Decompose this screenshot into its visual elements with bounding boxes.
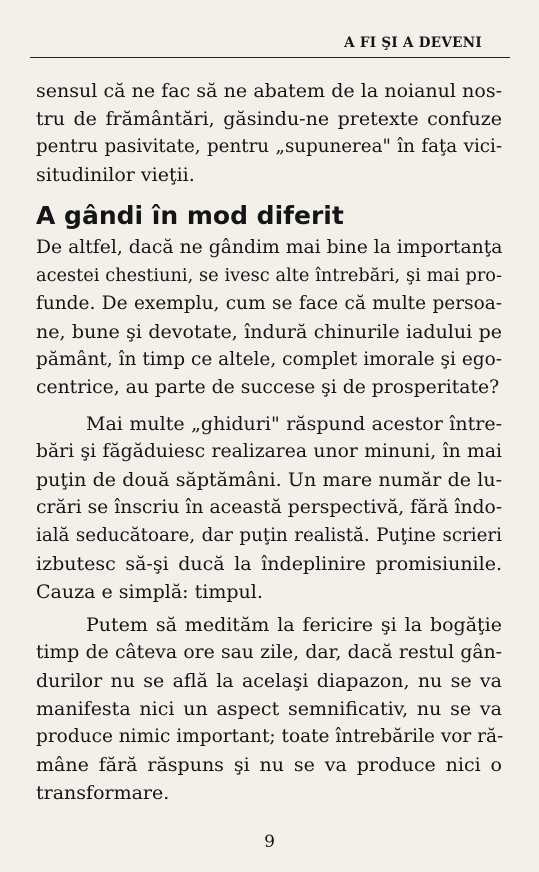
- text-line: acestei chestiuni, se ivesc alte întrebări, şi mai pro-: [36, 266, 502, 286]
- text-line: durilor nu se află la acelaşi diapazon, nu se va: [36, 670, 502, 692]
- text-line: puţin de două săptămâni. Un mare număr de lu-: [36, 469, 502, 491]
- text-line: ială seducătoare, dar puţin realistă. Puţine scrieri: [36, 525, 502, 546]
- text-line: produce nimic important; toate întrebările vor ră-: [36, 726, 504, 747]
- header-rule: [30, 57, 510, 58]
- text-line: manifesta nici un aspect semnificativ, nu se va: [36, 698, 502, 720]
- text-line: pentru pasivitate, pentru „supunerea" în faţa vici-: [36, 136, 502, 157]
- text-line: Putem să medităm la fericire şi la bogăţie: [86, 614, 502, 636]
- text-line: mâne fără răspuns şi nu se va produce nici o: [36, 754, 502, 776]
- page-number: 9: [264, 832, 275, 852]
- text-line: crări se înscriu în această perspectivă, fără îndo-: [36, 497, 503, 518]
- text-line: izbutesc să-şi ducă la îndeplinire promisiunile.: [36, 553, 502, 575]
- paragraph-1: [36, 77, 502, 189]
- text-line: Cauza e simplă: timpul.: [36, 581, 263, 603]
- running-head: A FI ŞI A DEVENI: [344, 35, 482, 51]
- text-line: bări şi făgăduiesc realizarea unor minuni, în mai: [36, 441, 502, 462]
- text-line: Mai multe „ghiduri" răspund acestor între-: [86, 413, 502, 435]
- text-line: pământ, în timp ce altele, complet imorale şi ego-: [36, 349, 502, 370]
- text-line: De altfel, dacă ne gândim mai bine la importanţa: [36, 237, 503, 258]
- text-line: sensul că ne fac să ne abatem de la noianul nos-: [36, 80, 502, 102]
- text-line: funde. De exemplu, cum se face că multe persoa-: [36, 293, 502, 314]
- section-heading: A gândi în mod diferit: [36, 201, 344, 230]
- text-line: tru de frământări, găsindu-ne pretexte confuze: [36, 108, 502, 130]
- text-line: ne, bune şi devotate, îndură chinurile iadului pe: [36, 321, 502, 343]
- text-line: centrice, au parte de succese şi de prosperitate?: [36, 377, 500, 398]
- paragraph-3: [36, 410, 502, 606]
- text-line: situdinilor vieţii.: [36, 164, 195, 186]
- text-line: timp de câteva ore sau zile, dar, dacă restul gân-: [36, 642, 502, 663]
- text-line: transformare.: [36, 782, 170, 804]
- paragraph-4: [36, 611, 502, 807]
- paragraph-2: [36, 234, 502, 402]
